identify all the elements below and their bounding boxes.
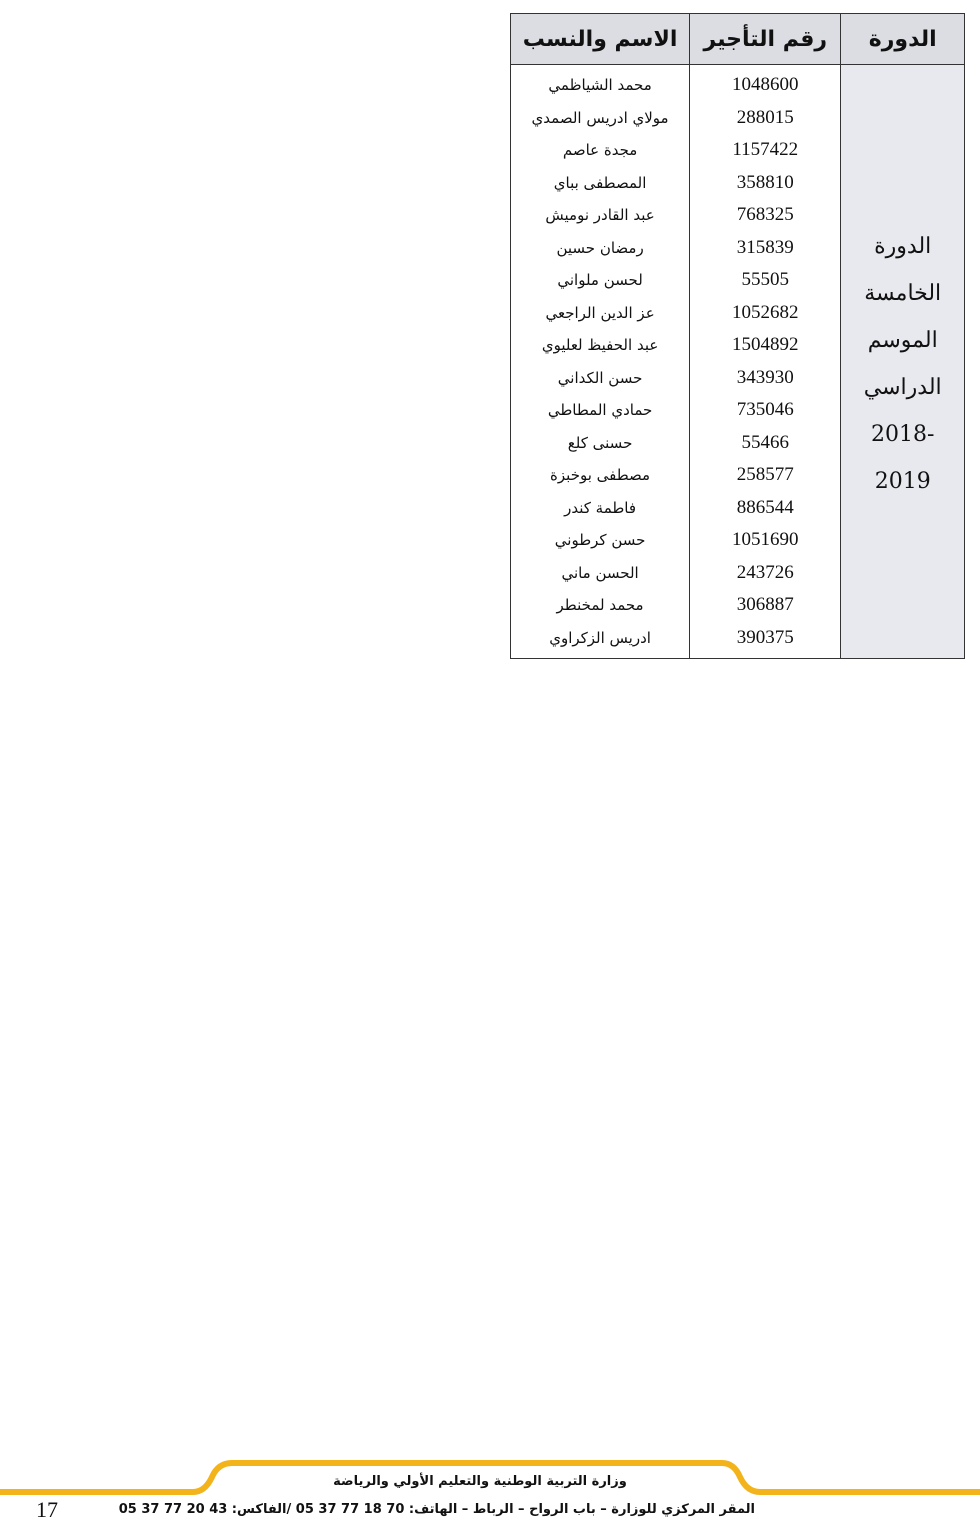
header-session: الدورة xyxy=(841,14,965,65)
rental-number-cell: 243726 xyxy=(690,557,841,590)
rental-number-cell: 390375 xyxy=(690,622,841,659)
rental-number-cell: 735046 xyxy=(690,394,841,427)
name-cell: عز الدين الراجعي xyxy=(511,297,690,330)
name-cell: مولاي ادريس الصمدي xyxy=(511,102,690,135)
session-cell xyxy=(841,65,965,659)
session-line: -2018 xyxy=(870,421,935,447)
participants-table xyxy=(510,13,965,659)
name-cell: رمضان حسين xyxy=(511,232,690,265)
rental-number-cell: 768325 xyxy=(690,199,841,232)
name-cell: عبد الحفيظ لعليوي xyxy=(511,329,690,362)
header-rental-number: رقم التأجير xyxy=(690,14,841,65)
session-line: الخامسة xyxy=(864,280,942,306)
session-line: الدراسي xyxy=(863,374,942,400)
rental-number-cell: 258577 xyxy=(690,459,841,492)
rental-number-cell: 1048600 xyxy=(690,65,841,102)
session-line: الدورة xyxy=(874,233,932,259)
name-cell: محمد الشياظمي xyxy=(511,65,690,102)
table-header-row xyxy=(511,14,965,65)
name-cell: حسنى كلع xyxy=(511,427,690,460)
rental-number-cell: 55466 xyxy=(690,427,841,460)
footer-address: المقر المركزي للوزارة – باب الرواح – الرباط – الهاتف: 70 18 77 37 05 /الفاكس: 43 20 77 37 05 xyxy=(118,1502,755,1517)
rental-number-cell: 343930 xyxy=(690,362,841,395)
name-cell: الحسن ماني xyxy=(511,557,690,590)
name-cell: فاطمة كندر xyxy=(511,492,690,525)
name-cell: لحسن ملواني xyxy=(511,264,690,297)
session-line: الموسم xyxy=(867,327,938,353)
rental-number-cell: 886544 xyxy=(690,492,841,525)
rental-number-cell: 1051690 xyxy=(690,524,841,557)
footer-ministry-name: وزارة التربية الوطنية والتعليم الأولي والرياضة xyxy=(333,1474,627,1489)
page-number: 17 xyxy=(36,1497,58,1522)
name-cell: المصطفى بباي xyxy=(511,167,690,200)
name-cell: حسن الكداني xyxy=(511,362,690,395)
rental-number-cell: 315839 xyxy=(690,232,841,265)
header-name: الاسم والنسب xyxy=(511,14,690,65)
name-cell: حسن كرطوني xyxy=(511,524,690,557)
name-cell: مصطفى بوخبزة xyxy=(511,459,690,492)
name-cell: مجدة عاصم xyxy=(511,134,690,167)
name-cell: ادريس الزكراوي xyxy=(511,622,690,659)
name-cell: حمادي المطاطي xyxy=(511,394,690,427)
rental-number-cell: 1157422 xyxy=(690,134,841,167)
table-body xyxy=(511,65,965,659)
rental-number-cell: 1504892 xyxy=(690,329,841,362)
name-cell: عبد القادر نوميش xyxy=(511,199,690,232)
session-line: 2019 xyxy=(874,468,931,494)
rental-number-cell: 55505 xyxy=(690,264,841,297)
rental-number-cell: 358810 xyxy=(690,167,841,200)
rental-number-cell: 1052682 xyxy=(690,297,841,330)
rental-number-cell: 288015 xyxy=(690,102,841,135)
name-cell: محمد لمخنطر xyxy=(511,589,690,622)
rental-number-cell: 306887 xyxy=(690,589,841,622)
table-row xyxy=(511,65,965,102)
